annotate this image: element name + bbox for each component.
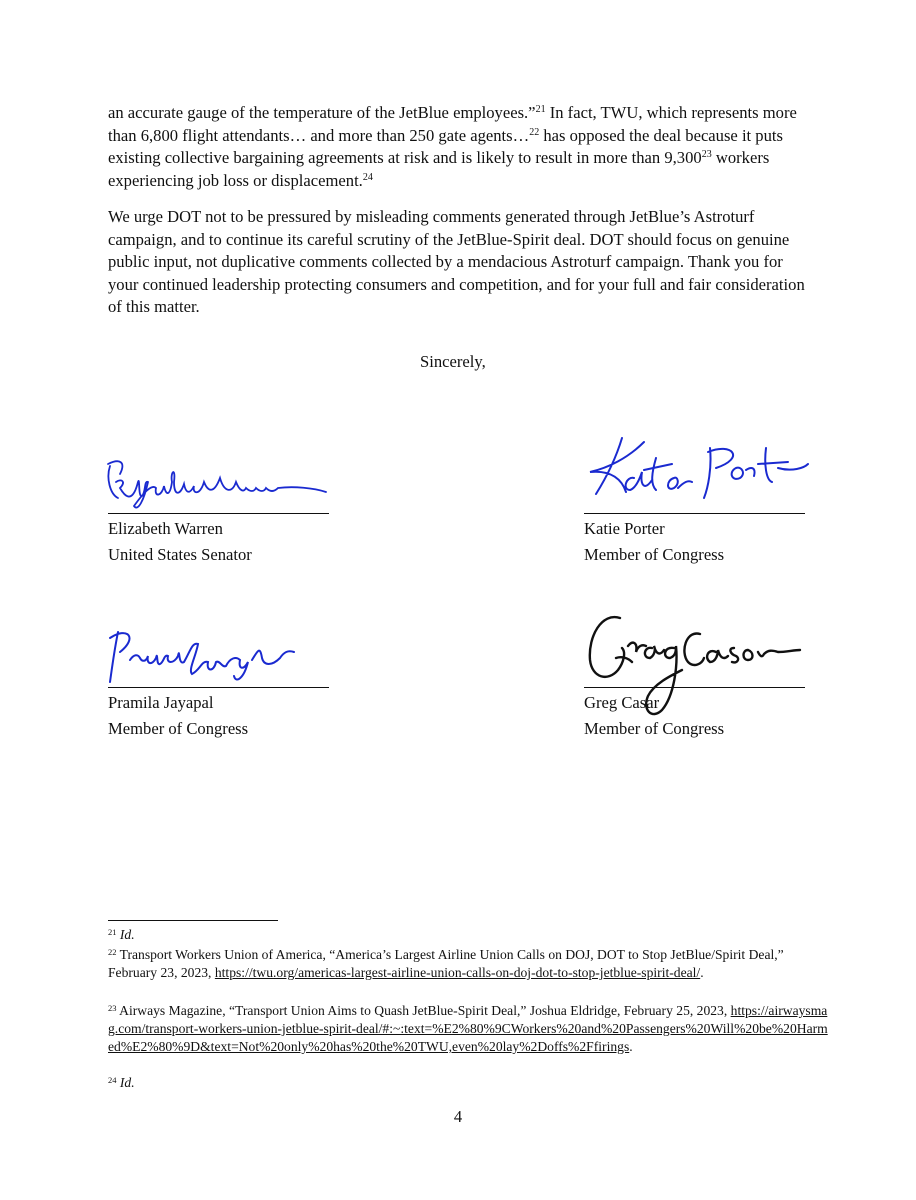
signatory-name: Greg Casar (584, 693, 660, 712)
text-run: workers experiencing job loss or displacement. (108, 148, 770, 190)
signature-jayapal (104, 622, 304, 690)
text-run: an accurate gauge of the temperature of the JetBlue employees.” (108, 103, 536, 122)
footnote-22 (108, 946, 828, 982)
signatory-jayapal (108, 690, 348, 742)
signatory-name: Pramila Jayapal (108, 693, 214, 712)
footnote-text: . (629, 1039, 633, 1054)
footnote-number: 21 (108, 927, 117, 937)
signature-line (108, 513, 329, 514)
footnote-ref-22[interactable]: 22 (529, 126, 540, 138)
footnote-text: Airways Magazine, “Transport Union Aims to Quash JetBlue-Spirit Deal,” Joshua Eldridge, February 25, 2023, (119, 1003, 731, 1018)
footnote-text: . (700, 965, 704, 980)
text-run: has opposed the deal because it puts existing collective bargaining agreements at risk and is likely to result in more than 9,300 (108, 125, 783, 168)
text-run: In fact, TWU, which represents more than 6,800 flight attendants… and more than 250 gate agents… (108, 103, 797, 145)
footnote-21 (108, 926, 828, 944)
signatory-warren (108, 516, 348, 568)
signatory-title: United States Senator (108, 545, 252, 564)
body-paragraph-2: We urge DOT not to be pressured by misleading comments generated through JetBlue’s Astroturf campaign, and to continue its careful scrutiny of the JetBlue-Spirit deal. DOT should focus on genuine public input, not duplicative comments collected by a mendacious Astroturf campaign. Thank you for your continued leadership protecting consumers and competition, and for your full and fair consideration of this matter. (108, 207, 805, 317)
footnote-link[interactable]: https://twu.org/americas-largest-airline-union-calls-on-doj-dot-to-stop-jetblue-spirit-deal/ (214, 965, 701, 980)
footnote-link[interactable]: https://airwaysmag.com/transport-workers-union-jetblue-spirit-deal/#:~:text=%E2%80%9CWorkers%20and%20Passengers%20Will%20be%20Harmed%E2%80%9D&text=Not%20only%20has%20the%20TWU,even%20lay%2Doffs%2Ffirings (108, 1003, 828, 1054)
footnote-number: 24 (108, 1075, 117, 1085)
footnote-24 (108, 1074, 828, 1092)
footnote-number: 23 (108, 1003, 117, 1013)
signatory-name: Elizabeth Warren (108, 519, 223, 538)
footnote-23 (108, 1002, 828, 1056)
signatory-title: Member of Congress (584, 545, 725, 564)
signatory-porter (584, 516, 824, 568)
signature-warren (104, 452, 334, 518)
footnote-number: 22 (108, 947, 117, 957)
signatory-name: Katie Porter (584, 519, 665, 538)
footnote-text: Transport Workers Union of America, “America’s Largest Airline Union Calls on DOJ, DOT to Stop JetBlue/Spirit Deal,” February 23, 2023, (108, 947, 784, 980)
signature-line (584, 513, 805, 514)
signatory-title: Member of Congress (108, 719, 249, 738)
signature-casar (582, 606, 812, 736)
footnote-ref-21[interactable]: 21 (535, 104, 546, 115)
signature-line (108, 687, 329, 688)
footnote-ref-24[interactable]: 24 (362, 171, 373, 183)
footnote-ref-23[interactable]: 23 (701, 149, 712, 161)
footnote-separator (108, 920, 278, 921)
signatory-title: Member of Congress (584, 719, 725, 738)
footnote-text: Id. (119, 1075, 135, 1090)
body-paragraph-1 (108, 102, 810, 192)
signature-porter (582, 428, 812, 514)
footnote-text: Id. (119, 927, 135, 942)
closing-salutation: Sincerely, (420, 352, 486, 371)
page-number: 4 (453, 1107, 463, 1126)
